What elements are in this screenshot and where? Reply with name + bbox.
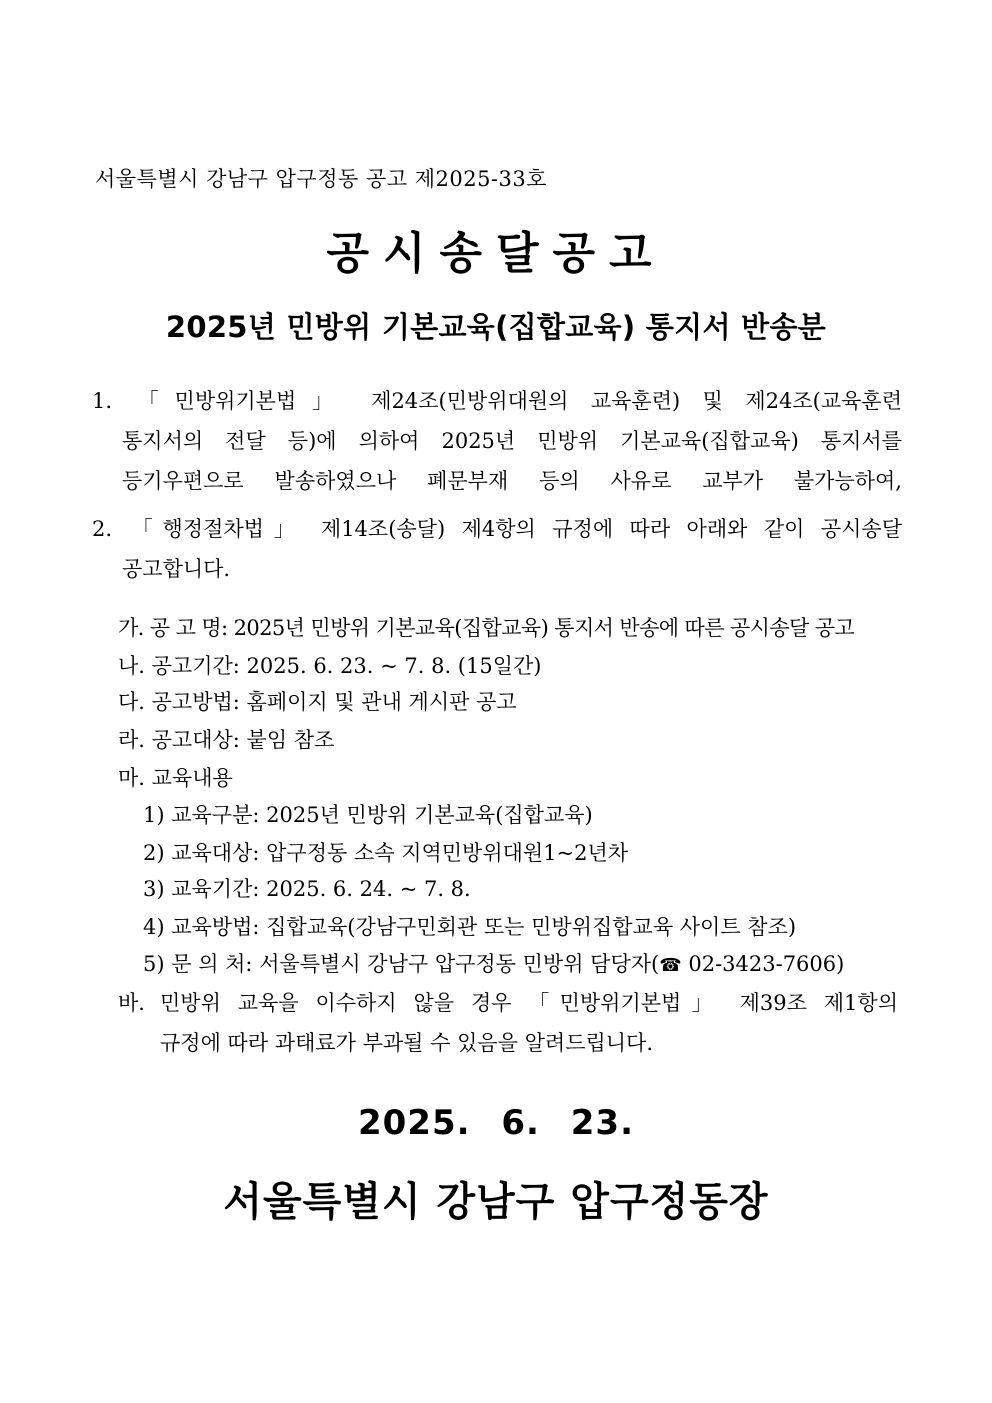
main-title: 공시송달공고 [326, 228, 666, 279]
sub-list-item: 4) 교육방법: 집합교육(강남구민회관 또는 민방위집합교육 사이트 참조) [143, 915, 797, 939]
sub-list-item: 3) 교육기간: 2025. 6. 24. ~ 7. 8. [143, 877, 471, 901]
paragraph-line: 「민방위기본법」 제24조(민방위대원의 교육훈련) 및 제24조(교육훈련 [122, 389, 902, 413]
phone-icon: ☎ [659, 955, 682, 976]
paragraph-number: 1. [92, 389, 113, 413]
sub-list-item: 1) 교육구분: 2025년 민방위 기본교육(집합교육) [143, 803, 593, 827]
contact-text: 5) 문 의 처: 서울특별시 강남구 압구정동 민방위 담당자( [143, 952, 660, 976]
closing-item-label: 바. [118, 991, 145, 1015]
list-item: 마. 교육내용 [118, 766, 233, 790]
sub-list-item-contact [143, 948, 844, 978]
closing-item-line: 규정에 따라 과태료가 부과될 수 있음을 알려드립니다. [160, 1031, 654, 1055]
paragraph-number: 2. [92, 517, 113, 541]
paragraph-line: 통지서의 전달 등)에 의하여 2025년 민방위 기본교육(집합교육) 통지서를 [122, 429, 902, 453]
closing-item-line: 민방위 교육을 이수하지 않을 경우 「민방위기본법」 제39조 제1항의 [160, 991, 898, 1015]
list-item: 다. 공고방법: 홈페이지 및 관내 게시판 공고 [118, 690, 517, 714]
sub-title: 2025년 민방위 기본교육(집합교육) 통지서 반송분 [165, 310, 827, 344]
sub-list-item: 2) 교육대상: 압구정동 소속 지역민방위대원1~2년차 [143, 841, 629, 865]
notice-date: 2025. 6. 23. [357, 1103, 635, 1143]
paragraph-line: 등기우편으로 발송하였으나 폐문부재 등의 사유로 교부가 불가능하여, [122, 469, 902, 493]
contact-phone: 02-3423-7606) [688, 952, 845, 976]
list-item: 가. 공 고 명: 2025년 민방위 기본교육(집합교육) 통지서 반송에 따른 공시송달 공고 [118, 616, 855, 640]
notice-number: 서울특별시 강남구 압구정동 공고 제2025-33호 [95, 167, 548, 191]
list-item: 라. 공고대상: 붙임 참조 [118, 728, 335, 752]
paragraph-1 [92, 381, 902, 501]
signer: 서울특별시 강남구 압구정동장 [223, 1179, 769, 1225]
paragraph-2 [92, 509, 902, 589]
closing-item [118, 983, 898, 1063]
list-item: 나. 공고기간: 2025. 6. 23. ~ 7. 8. (15일간) [118, 654, 542, 678]
paragraph-line: 「행정절차법」 제14조(송달) 제4항의 규정에 따라 아래와 같이 공시송달 [122, 517, 902, 541]
paragraph-line: 공고합니다. [122, 557, 231, 581]
